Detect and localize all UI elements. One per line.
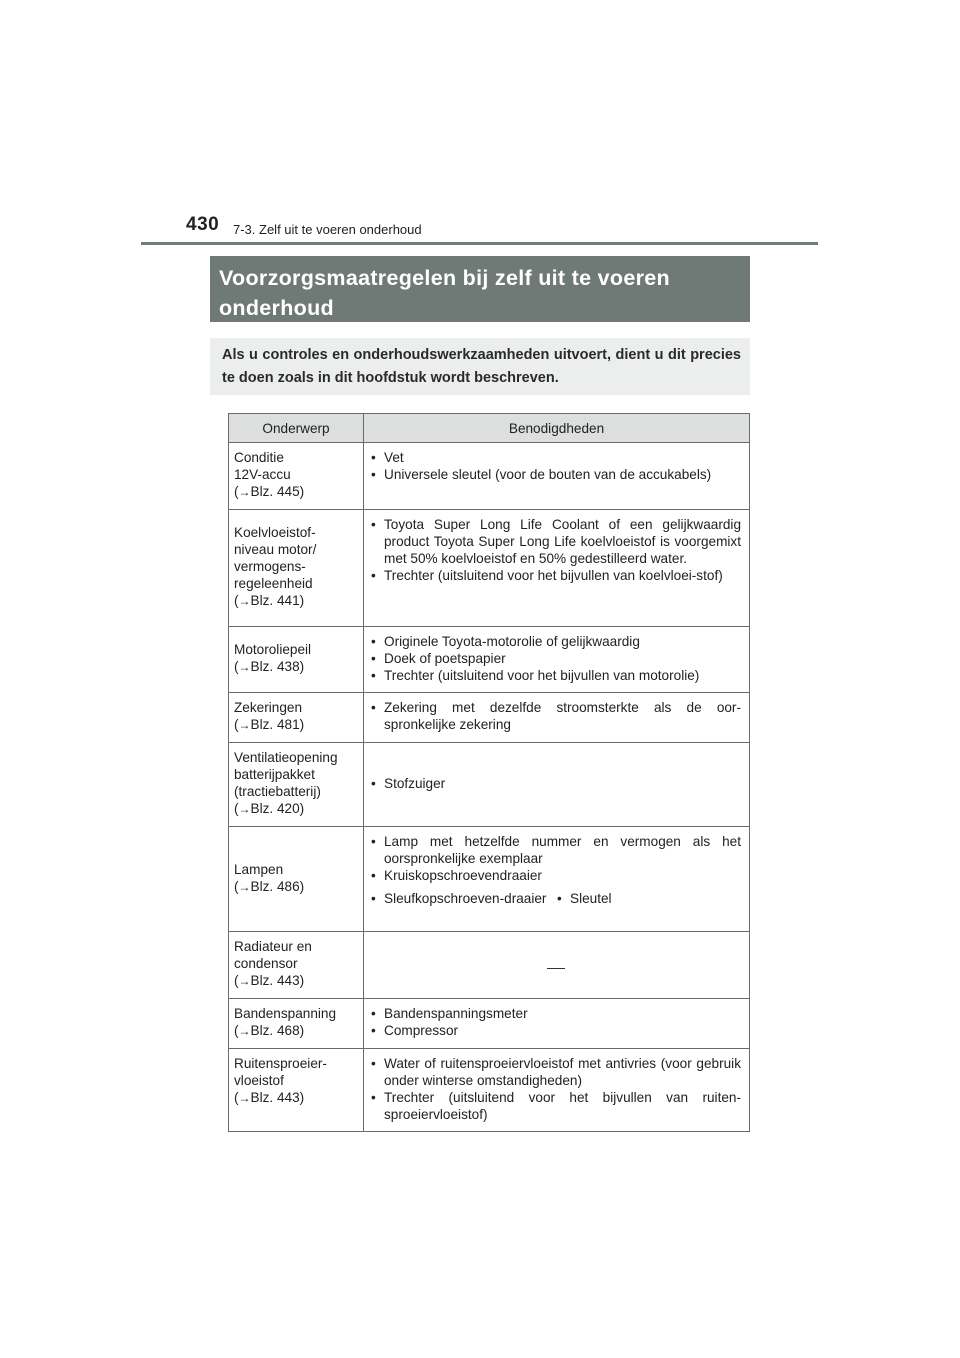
subject-cell [229,443,364,510]
table-row [229,443,750,510]
subject-line: 12V-accu [234,467,291,482]
page-reference: (→Blz. 420) [234,801,305,816]
subject-cell [229,999,364,1049]
title-banner [210,256,750,322]
requirements-cell [364,510,750,627]
table-row [229,510,750,627]
requirements-cell [364,827,750,932]
requirements-cell [364,932,750,999]
page-reference: (→Blz. 443) [234,1090,305,1105]
subject-line: regeleenheid [234,576,313,591]
table-row [229,1049,750,1132]
arrow-right-icon: → [238,1024,251,1038]
arrow-right-icon: → [238,974,251,988]
page-reference: (→Blz. 486) [234,878,305,894]
table-row [229,627,750,693]
subject-line: condensor [234,956,298,971]
table-row [229,693,750,743]
page-reference: (→Blz. 438) [234,659,305,674]
subject-cell [229,693,364,743]
subject-line: Conditie [234,450,284,465]
list-item: • Water of ruitensproeiervloeistof met antivries (voor gebruik onder winterse omstandigheden) [371,1055,741,1089]
section-title: 7-3. Zelf uit te voeren onderhoud [233,222,422,237]
list-item: • Doek of poetspapier [371,650,741,667]
page-reference: (→Blz. 445) [234,484,305,499]
list-item: • Lamp met hetzelfde nummer en vermogen als het oorspronkelijke exemplaar [371,833,741,867]
arrow-right-icon: → [238,879,251,894]
column-header-requirements: Benodigdheden [364,414,750,443]
list-item: • Compressor [371,1022,741,1039]
table-row [229,932,750,999]
page-reference: (→Blz. 443) [234,973,305,988]
arrow-right-icon: → [238,594,251,608]
subject-cell [229,627,364,693]
subject-line: vloeistof [234,1073,284,1088]
subject-line: niveau motor/ [234,542,317,557]
page-reference-text: Blz. 445 [250,484,300,499]
list-item: • Sleufkopschroeven-draaier [371,890,551,907]
subject-line: vermogens- [234,559,306,574]
subject-line: Ventilatieopening [234,750,338,765]
split-list [371,890,741,907]
subject-cell [229,510,364,627]
requirements-cell [364,1049,750,1132]
list-item: • Universele sleutel (voor de bouten van de accukabels) [371,466,741,483]
page-reference-text: Blz. 441 [250,593,300,608]
subject-line: Ruitensproeier- [234,1056,327,1071]
subject-line: Motoroliepeil [234,642,312,657]
subject-line: batterijpakket [234,767,315,782]
header-rule [141,242,818,245]
page-reference-text: Blz. 481 [250,717,300,732]
intro-box [210,338,750,395]
table-row [229,827,750,932]
intro-text: Als u controles en onderhoudswerkzaamheden uitvoert, dient u dit precies te doen zoals in dit hoofdstuk wordt beschreven. [222,347,741,386]
page-reference-text: Blz. 443 [250,1090,300,1105]
arrow-right-icon: → [238,1091,251,1105]
page-reference-text: Blz. 420 [250,801,300,816]
page-reference-text: Blz. 486 [250,878,300,894]
arrow-right-icon: → [238,660,251,674]
subject-cell [229,1049,364,1132]
list-item: • Sleutel [557,890,612,907]
arrow-right-icon: → [238,802,251,816]
page-number: 430 [186,214,220,235]
table-row [229,743,750,827]
list-item: • Toyota Super Long Life Coolant of een gelijkwaardig product Toyota Super Long Life koelvloeistof is voorgemixt met 50% koelvloeistof en 50% gedestilleerd water. [371,516,741,567]
list-item: • Vet [371,449,741,466]
page-reference: (→Blz. 441) [234,593,305,608]
list-item: • Trechter (uitsluitend voor het bijvullen van ruiten-sproeiervloeistof) [371,1089,741,1123]
list-item: • Trechter (uitsluitend voor het bijvullen van koelvloei-stof) [371,567,741,584]
subject-cell [229,827,364,932]
list-item: • Bandenspanningsmeter [371,1005,741,1022]
requirements-cell [364,627,750,693]
page-reference-text: Blz. 443 [250,973,300,988]
requirements-cell [364,693,750,743]
table-row [229,999,750,1049]
list-item: • Originele Toyota-motorolie of gelijkwaardig [371,633,741,650]
requirements-table [228,413,750,1132]
page-reference: (→Blz. 468) [234,1023,305,1038]
list-item: • Trechter (uitsluitend voor het bijvullen van motorolie) [371,667,741,684]
column-header-subject: Onderwerp [229,414,364,443]
subject-line: Radiateur en [234,939,312,954]
subject-line: Koelvloeistof- [234,525,316,540]
page-reference-text: Blz. 468 [250,1023,300,1038]
table-header-row [229,414,750,443]
requirements-cell [364,999,750,1049]
page-reference-text: Blz. 438 [250,659,300,674]
subject-line: Lampen [234,861,284,877]
subject-line: Bandenspanning [234,1006,337,1021]
subject-line: (tractiebatterij) [234,784,321,799]
requirements-cell [364,443,750,510]
subject-line: Zekeringen [234,700,303,715]
list-item: • Stofzuiger [371,775,741,792]
subject-cell [229,932,364,999]
subject-cell [229,743,364,827]
arrow-right-icon: → [238,485,251,499]
requirements-cell [364,743,750,827]
page-title: Voorzorgsmaatregelen bij zelf uit te voeren onderhoud [219,266,670,320]
empty-dash [547,968,565,969]
page-reference: (→Blz. 481) [234,717,305,732]
list-item: • Zekering met dezelfde stroomsterkte als de oor-spronkelijke zekering [371,699,741,733]
arrow-right-icon: → [238,718,251,732]
list-item: • Kruiskopschroevendraaier [371,867,741,884]
